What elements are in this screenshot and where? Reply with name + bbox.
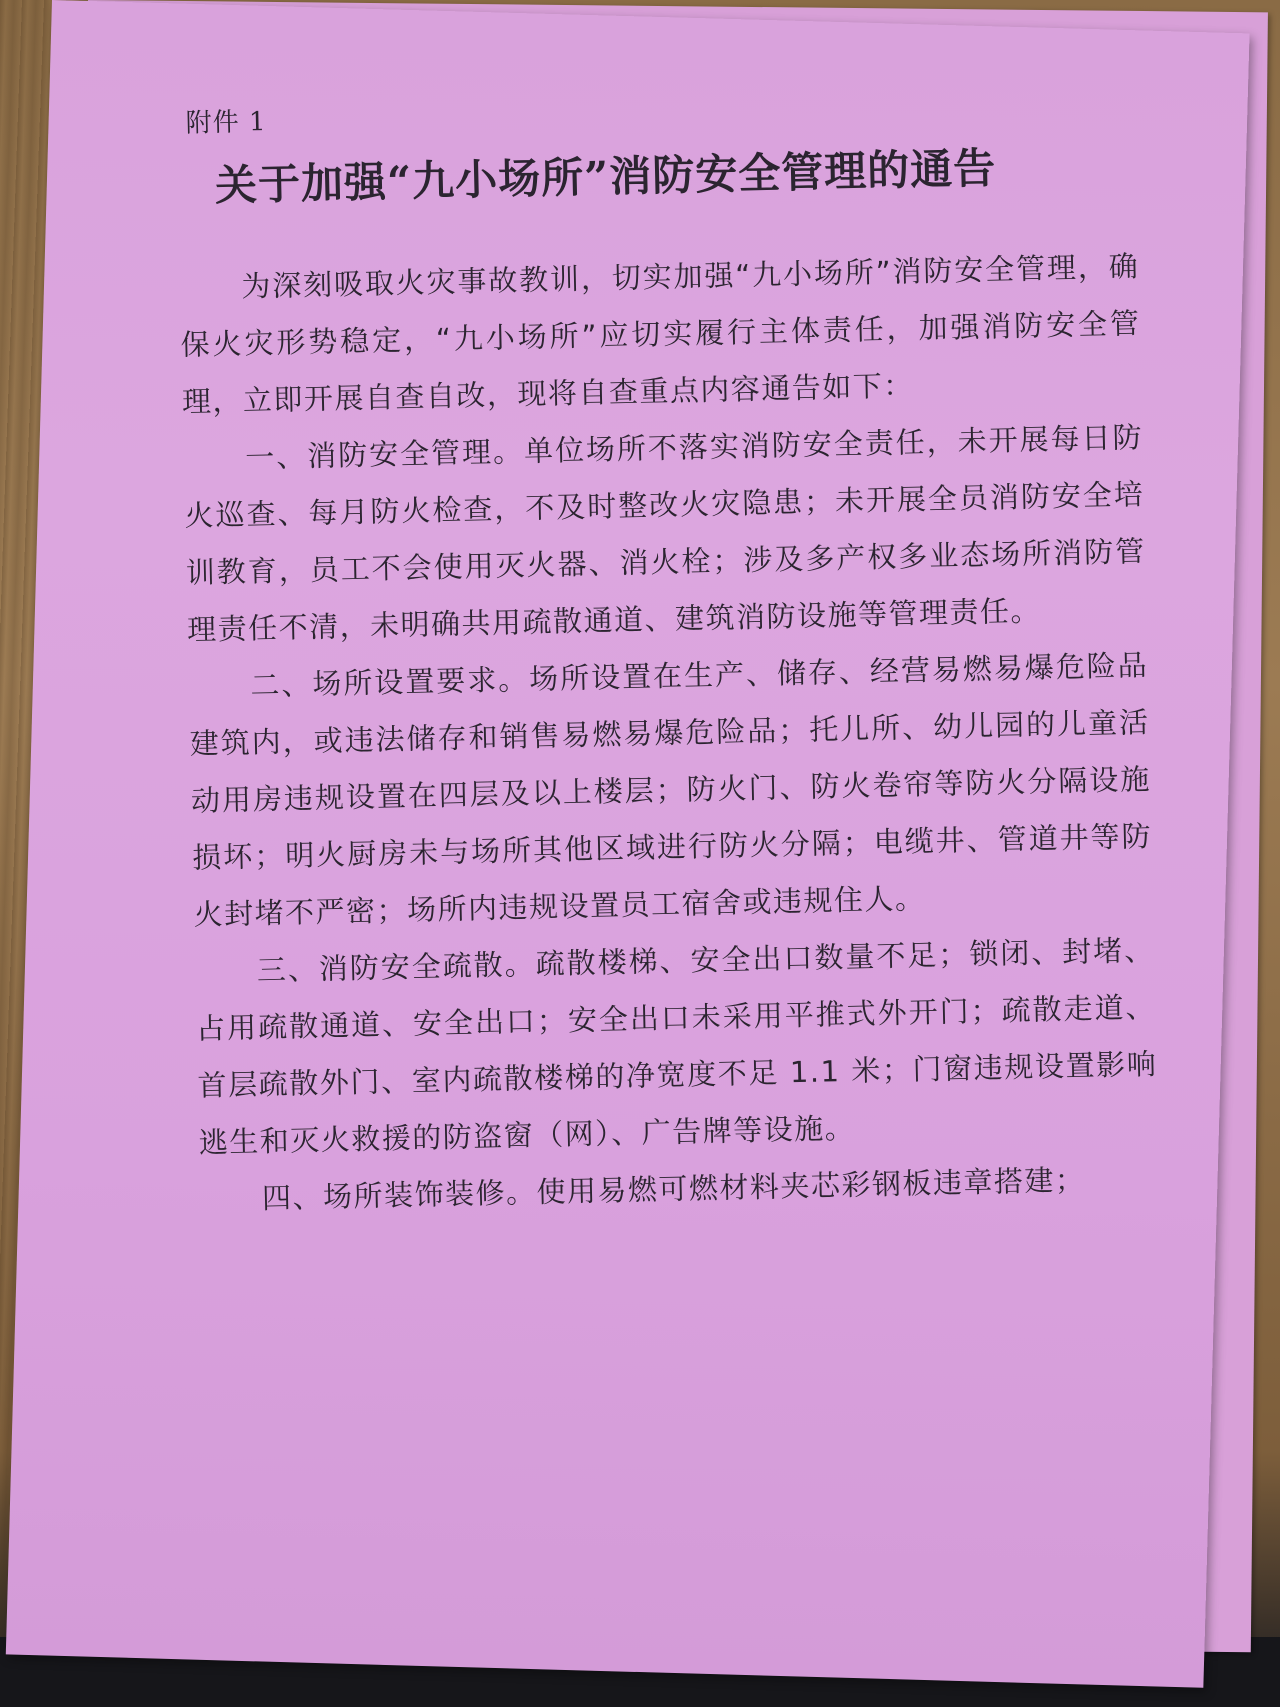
section-1-paragraph: 一、消防安全管理。单位场所不落实消防安全责任，未开展每日防火巡查、每月防火检查，不及时整改火灾隐患；未开展全员消防安全培训教育，员工不会使用灭火器、消火栓；涉及多产权多业态场所消防管理责任不清，未明确共用疏散通道、建筑消防设施等管理责任。 <box>184 420 1146 647</box>
intro-paragraph: 为深刻吸取火灾事故教训，切实加强“九小场所”消防安全管理，确保火灾形势稳定，“九小场所”应切实履行主体责任，加强消防安全管理，立即开展自查自改，现将自查重点内容通告如下： <box>180 249 1141 419</box>
section-4-paragraph: 四、场所装饰装修。使用易燃可燃材料夹芯彩钢板违章搭建； <box>261 1162 1086 1216</box>
section-3-paragraph: 三、消防安全疏散。疏散楼梯、安全出口数量不足；锁闭、封堵、占用疏散通道、安全出口；安全出口未采用平推式外开门；疏散走道、首层疏散外门、室内疏散楼梯的净宽度不足 1.1 米；门窗违规设置影响逃生和灭火救援的防盗窗（网）、广告牌等设施。 <box>195 932 1158 1160</box>
document-title: 关于加强“九小场所”消防安全管理的通告 <box>214 143 997 211</box>
section-2-paragraph: 二、场所设置要求。场所设置在生产、储存、经营易燃易爆危险品建筑内，或违法储存和销售易燃易爆危险品；托儿所、幼儿园的儿童活动用房违规设置在四层及以上楼层；防火门、防火卷帘等防火分隔设施损坏；明火厨房未与场所其他区域进行防火分隔；电缆井、管道井等防火封堵不严密；场所内违规设置员工宿舍或违规住人。 <box>189 648 1153 932</box>
attachment-label: 附件 1 <box>185 106 267 139</box>
document-content <box>175 73 1160 1228</box>
